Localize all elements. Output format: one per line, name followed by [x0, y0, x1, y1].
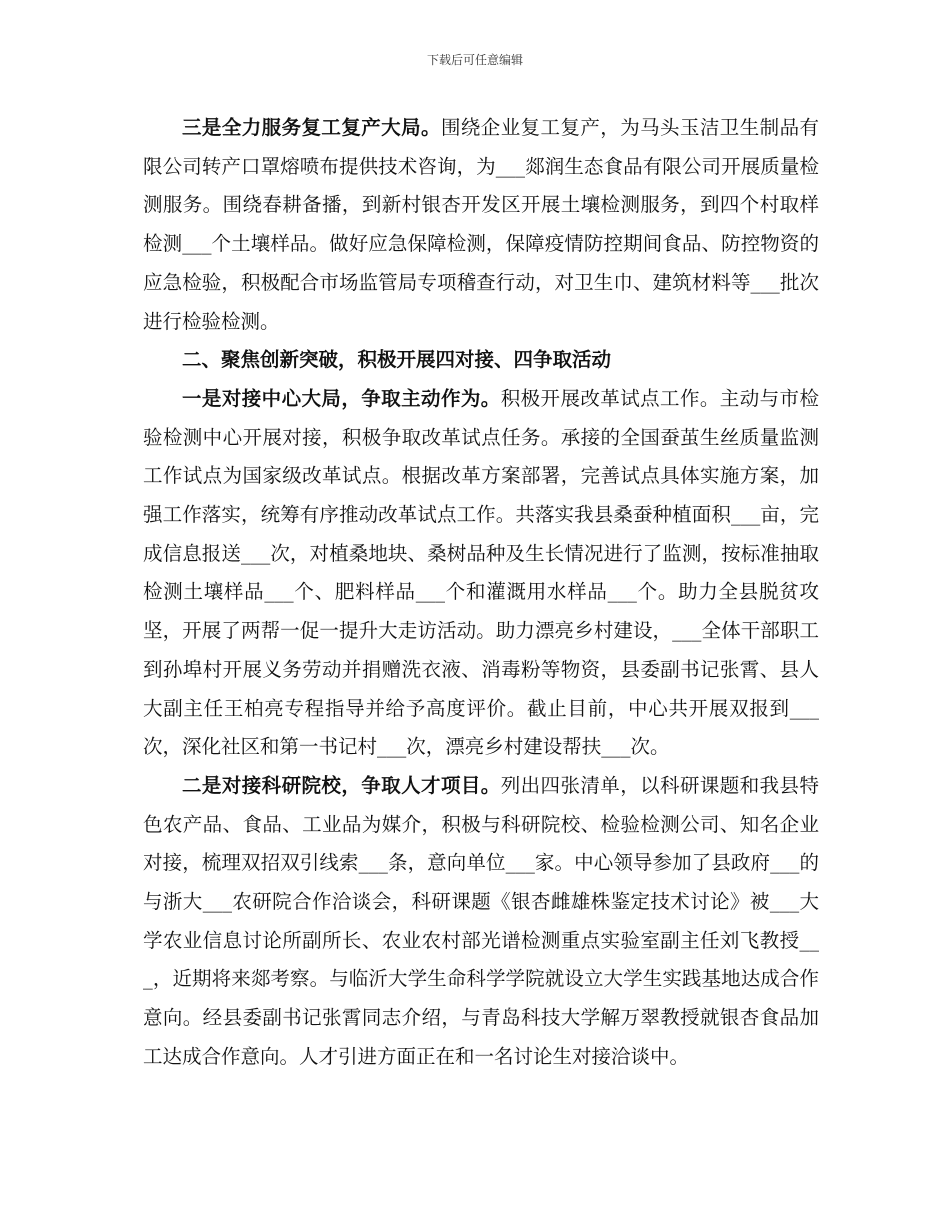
paragraph-text: 列出四张清单，以科研课题和我县特色农产品、食品、工业品为媒介，积极与科研院校、检验检测公司、知名企业对接，梳理双招双引线索___条，意向单位___家。中心领导参加了县政府___的与浙大___农研院合作洽谈会，科研课题《银杏雌雄株鉴定技术讨论》被___大学农业信息讨论所副所长、农业农村部光谱检测重点实验室副主任刘飞教授___，近期将来郯考察。与临沂大学生命科学学院就设立大学生实践基地达成合作意向。经县委副书记张霄同志介绍，与青岛科技大学解万翠教授就银杏食品加工达成合作意向。人才引进方面正在和一名讨论生对接洽谈中。	[143, 773, 819, 1068]
paragraph-lead: 一是对接中心大局，争取主动作为。	[182, 386, 501, 410]
section-heading: 二、聚焦创新突破，积极开展四对接、四争取活动	[182, 348, 612, 372]
paragraph-lead: 二是对接科研院校，争取人才项目。	[182, 773, 501, 797]
paragraph-text: 围绕企业复工复产，为马头玉洁卫生制品有限公司转产口罩熔喷布提供技术咨询，为___郯润生态食品有限公司开展质量检测服务。围绕春耕备播，到新村银杏开发区开展土壤检测服务，到四个村取样检测___个土壤样品。做好应急保障检测，保障疫情防控期间食品、防控物资的应急检验，积极配合市场监管局专项稽查行动，对卫生巾、建筑材料等___批次进行检验检测。	[143, 116, 819, 333]
page-header-note: 下载后可任意编辑	[426, 53, 523, 67]
paragraph-research-docking	[143, 767, 819, 1077]
paragraph-service-resumption	[143, 109, 819, 341]
paragraph-lead: 三是全力服务复工复产大局。	[182, 116, 441, 139]
document-body	[143, 109, 819, 1077]
paragraph-text: 积极开展改革试点工作。主动与市检验检测中心开展对接，积极争取改革试点任务。承接的全国蚕茧生丝质量监测工作试点为国家级改革试点。根据改革方案部署，完善试点具体实施方案，加强工作落实，统筹有序推动改革试点工作。共落实我县桑蚕种植面积___亩，完成信息报送___次，对植桑地块、桑树品种及生长情况进行了监测，按标准抽取检测土壤样品___个、肥料样品___个和灌溉用水样品___个。助力全县脱贫攻坚，开展了两帮一促一提升大走访活动。助力漂亮乡村建设，___全体干部职工到孙埠村开展义务劳动并捐赠洗衣液、消毒粉等物资，县委副书记张霄、县人大副主任王柏亮专程指导并给予高度评价。截止目前，中心共开展双报到___次，深化社区和第一书记村___次，漂亮乡村建设帮扶___次。	[143, 386, 819, 759]
paragraph-center-docking	[143, 380, 819, 767]
